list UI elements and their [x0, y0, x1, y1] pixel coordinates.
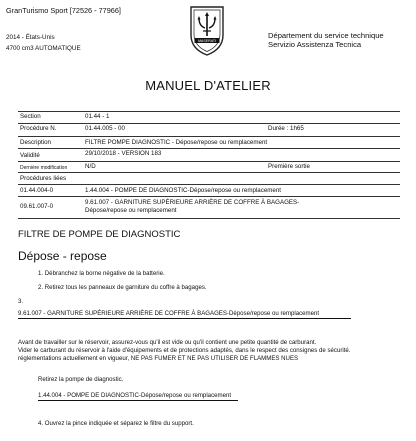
- procedure-label: Procédure N.: [20, 125, 57, 132]
- vehicle-model: GranTurismo Sport [72526 - 77966]: [6, 6, 121, 15]
- section-label: Section: [20, 113, 41, 120]
- maserati-logo: [187, 5, 227, 57]
- department-fr: Département du service technique: [268, 31, 384, 40]
- warning-line-2: Vider le carburant du réservoir à l'aide d'équipements et de protections adaptés, dans le respect des consignes de sécurité.: [18, 347, 351, 354]
- step-4: 4. Ouvrez la pince indiquée et séparez le filtre du support.: [38, 420, 194, 427]
- linked-procedure-code: 01.44.004-0: [20, 187, 54, 194]
- step-1: 1. Débranchez la borne négative de la batterie.: [38, 270, 165, 277]
- step-remove-pump: Retirez la pompe de diagnostic.: [38, 376, 124, 383]
- validity-label: Validité: [20, 152, 40, 159]
- logo-text: MASERATI: [197, 39, 217, 44]
- manual-title: MANUEL D'ATELIER: [145, 78, 271, 93]
- description-value: FILTRE POMPE DIAGNOSTIC - Dépose/repose ou remplacement: [85, 139, 268, 146]
- duration: Durée : 1h65: [268, 125, 304, 132]
- section-value: 01.44 - 1: [85, 113, 110, 120]
- last-modification-value: N/D: [85, 163, 96, 170]
- step-2: 2. Retirez tous les panneaux de garniture du coffre à bagages.: [38, 284, 207, 291]
- last-modification-label: Dernière modification: [20, 165, 68, 171]
- vehicle-country: 2014 - États-Unis: [6, 34, 55, 41]
- validity-value: 29/10/2018 - VERSION 183: [85, 150, 162, 157]
- linked-procedure-link[interactable]: 9.61.007 - GARNITURE SUPÉRIEURE ARRIÈRE DE COFFRE À BAGAGES-Dépose/repose ou remplacement: [85, 199, 300, 214]
- step-pump-link[interactable]: 1.44.004 - POMPE DE DIAGNOSTIC-Dépose/repose ou remplacement: [38, 392, 238, 401]
- warning-line-1: Avant de travailler sur le réservoir, assurez-vous qu'il est vide ou qu'il contient une petite quantité de carburant.: [18, 339, 317, 346]
- step-3: 3.: [18, 298, 24, 305]
- linked-procedure-link[interactable]: 1.44.004 - POMPE DE DIAGNOSTIC-Dépose/repose ou remplacement: [85, 187, 282, 194]
- vehicle-engine: 4700 cm3 AUTOMATIQUE: [6, 45, 81, 52]
- linked-procedure-code: 09.61.007-0: [20, 203, 54, 210]
- warning-line-3: réglementations actuellement en vigueur, NE PAS FUMER ET NE PAS UTILISER DE FLAMMES NUES: [18, 355, 299, 362]
- section-heading: FILTRE DE POMPE DE DIAGNOSTIC: [18, 229, 181, 240]
- department-it: Servizio Assistenza Tecnica: [268, 40, 362, 49]
- description-label: Description: [20, 139, 51, 146]
- subsection-heading: Dépose - repose: [18, 249, 107, 263]
- procedure-value: 01.44.005 - 00: [85, 125, 125, 132]
- first-release-label: Première sortie: [268, 163, 310, 170]
- step-3-link[interactable]: 9.61.007 - GARNITURE SUPÉRIEURE ARRIÈRE DE COFFRE À BAGAGES-Dépose/repose ou remplacement: [18, 310, 351, 319]
- linked-procedures-label: Procédures liées: [20, 175, 67, 182]
